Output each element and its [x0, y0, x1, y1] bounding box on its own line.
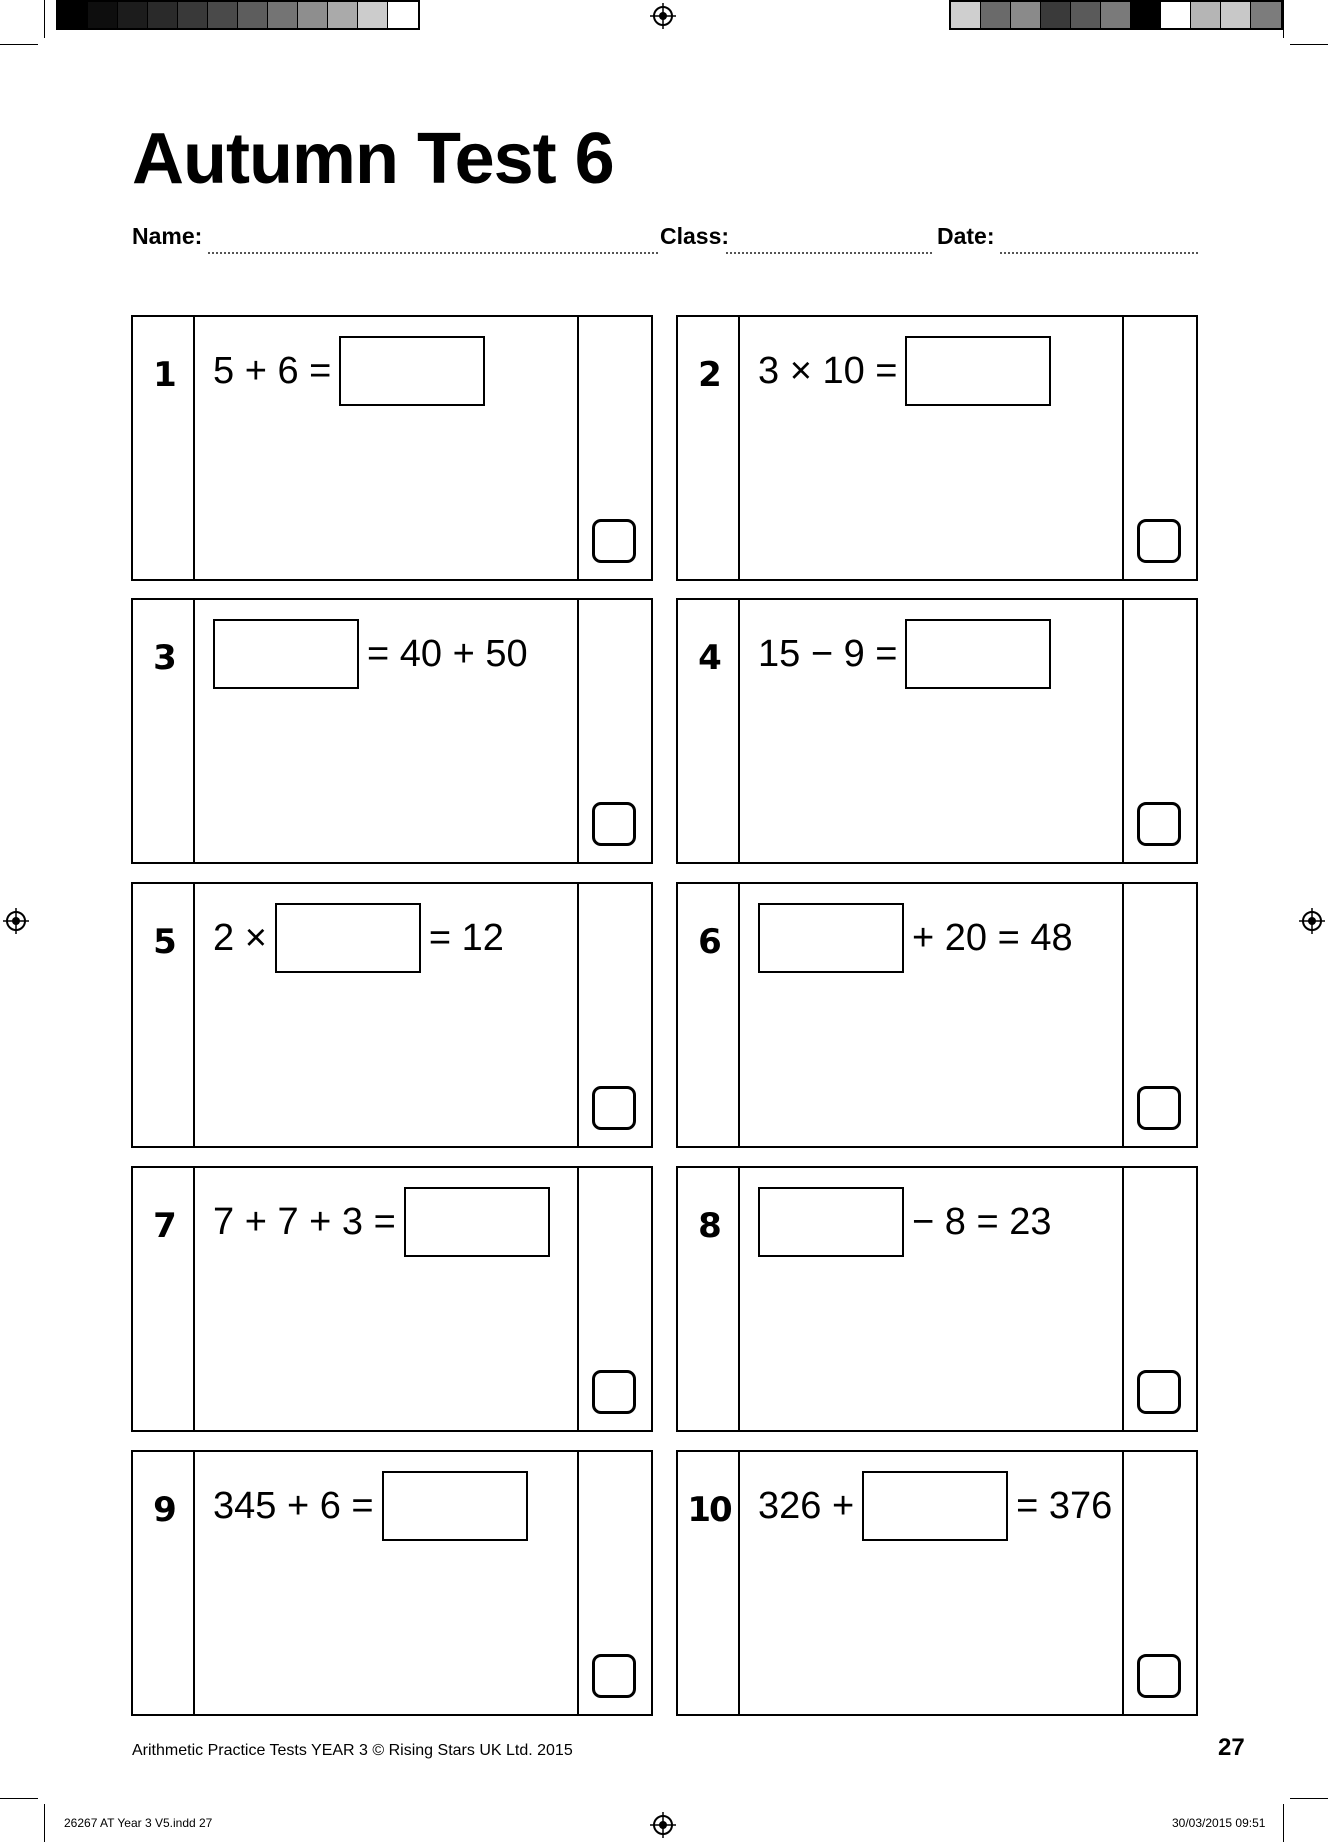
question-number-cell — [678, 317, 740, 579]
question-number: 7 — [153, 1206, 175, 1246]
question-9 — [131, 1450, 653, 1716]
question-number-cell — [678, 1168, 740, 1430]
color-swatch — [1131, 2, 1161, 28]
class-field[interactable] — [726, 252, 932, 254]
mark-checkbox[interactable] — [592, 1370, 636, 1414]
color-swatch — [298, 2, 328, 28]
color-swatch — [328, 2, 358, 28]
mark-cell — [1122, 600, 1196, 862]
expression-text: = 376 — [1016, 1484, 1113, 1527]
color-calibration-bar-right — [949, 0, 1283, 30]
footer-copyright: Arithmetic Practice Tests YEAR 3 © Rising Stars UK Ltd. 2015 — [132, 1742, 573, 1759]
answer-box[interactable] — [758, 1187, 904, 1257]
expression-text: 2 × — [213, 916, 267, 959]
question-expression — [758, 1470, 1112, 1542]
answer-box[interactable] — [862, 1471, 1008, 1541]
crop-mark — [1290, 1798, 1328, 1799]
color-swatch — [1041, 2, 1071, 28]
expression-text: = 12 — [428, 916, 504, 959]
question-number: 10 — [687, 1490, 731, 1530]
color-swatch — [178, 2, 208, 28]
answer-box[interactable] — [905, 336, 1051, 406]
date-label: Date: — [937, 223, 995, 249]
question-number: 2 — [698, 355, 720, 395]
class-label: Class: — [660, 223, 730, 249]
question-1 — [131, 315, 653, 581]
expression-text: 326 + — [758, 1484, 855, 1527]
question-number-cell — [678, 1452, 740, 1714]
mark-cell — [577, 1168, 651, 1430]
mark-checkbox[interactable] — [592, 802, 636, 846]
answer-box[interactable] — [758, 903, 904, 973]
question-number: 3 — [153, 638, 175, 678]
question-expression — [213, 1186, 558, 1258]
color-swatch — [148, 2, 178, 28]
mark-cell — [577, 1452, 651, 1714]
expression-text: 15 − 9 = — [758, 632, 898, 675]
color-calibration-bar-left — [56, 0, 420, 30]
question-number-cell — [133, 1168, 195, 1430]
question-number: 5 — [153, 922, 175, 962]
question-number-cell — [133, 1452, 195, 1714]
color-swatch — [58, 2, 88, 28]
question-expression — [213, 618, 528, 690]
mark-checkbox[interactable] — [1137, 802, 1181, 846]
crop-mark — [44, 1804, 45, 1842]
answer-box[interactable] — [213, 619, 359, 689]
answer-box[interactable] — [382, 1471, 528, 1541]
color-swatch — [1251, 2, 1281, 28]
expression-text: 345 + 6 = — [213, 1484, 374, 1527]
crop-mark — [1283, 0, 1284, 38]
expression-text: + 20 = 48 — [912, 916, 1073, 959]
question-number-cell — [133, 600, 195, 862]
answer-box[interactable] — [404, 1187, 550, 1257]
color-swatch — [358, 2, 388, 28]
question-8 — [676, 1166, 1198, 1432]
answer-box[interactable] — [905, 619, 1051, 689]
color-swatch — [951, 2, 981, 28]
question-expression — [758, 902, 1073, 974]
question-expression — [213, 902, 504, 974]
name-label: Name: — [132, 223, 203, 249]
color-swatch — [981, 2, 1011, 28]
expression-text: 5 + 6 = — [213, 349, 332, 392]
color-swatch — [238, 2, 268, 28]
mark-cell — [577, 317, 651, 579]
question-number: 9 — [153, 1490, 175, 1530]
color-swatch — [208, 2, 238, 28]
slug-timestamp: 30/03/2015 09:51 — [1172, 1816, 1266, 1830]
mark-checkbox[interactable] — [1137, 519, 1181, 563]
question-number: 6 — [698, 922, 720, 962]
color-swatch — [1011, 2, 1041, 28]
question-2 — [676, 315, 1198, 581]
question-expression — [213, 335, 493, 407]
question-7 — [131, 1166, 653, 1432]
expression-text: 3 × 10 = — [758, 349, 898, 392]
crop-mark — [44, 0, 45, 38]
mark-checkbox[interactable] — [592, 1086, 636, 1130]
expression-text: = 40 + 50 — [367, 632, 528, 675]
question-4 — [676, 598, 1198, 864]
slug-file-info: 26267 AT Year 3 V5.indd 27 — [64, 1816, 213, 1830]
page-number: 27 — [1218, 1734, 1245, 1761]
color-swatch — [118, 2, 148, 28]
question-3 — [131, 598, 653, 864]
mark-cell — [1122, 884, 1196, 1146]
page-title: Autumn Test 6 — [132, 119, 614, 199]
mark-cell — [1122, 317, 1196, 579]
registration-mark-icon — [3, 908, 29, 934]
name-field[interactable] — [208, 252, 658, 254]
mark-checkbox[interactable] — [592, 519, 636, 563]
color-swatch — [388, 2, 418, 28]
color-swatch — [1071, 2, 1101, 28]
mark-checkbox[interactable] — [1137, 1370, 1181, 1414]
question-number: 8 — [698, 1206, 720, 1246]
question-number: 4 — [698, 638, 720, 678]
color-swatch — [1161, 2, 1191, 28]
question-10 — [676, 1450, 1198, 1716]
question-expression — [758, 618, 1059, 690]
question-expression — [758, 1186, 1051, 1258]
color-swatch — [1221, 2, 1251, 28]
question-expression — [213, 1470, 536, 1542]
question-5 — [131, 882, 653, 1148]
question-6 — [676, 882, 1198, 1148]
crop-mark — [0, 1798, 38, 1799]
mark-checkbox[interactable] — [592, 1654, 636, 1698]
answer-box[interactable] — [275, 903, 421, 973]
crop-mark — [1290, 44, 1328, 45]
expression-text: 7 + 7 + 3 = — [213, 1200, 396, 1243]
expression-text: − 8 = 23 — [912, 1200, 1052, 1243]
answer-box[interactable] — [339, 336, 485, 406]
question-number-cell — [133, 884, 195, 1146]
mark-cell — [1122, 1452, 1196, 1714]
mark-checkbox[interactable] — [1137, 1086, 1181, 1130]
mark-checkbox[interactable] — [1137, 1654, 1181, 1698]
registration-mark-icon — [650, 3, 676, 29]
date-field[interactable] — [1000, 252, 1198, 254]
color-swatch — [268, 2, 298, 28]
mark-cell — [577, 884, 651, 1146]
question-number: 1 — [153, 355, 175, 395]
color-swatch — [1191, 2, 1221, 28]
mark-cell — [577, 600, 651, 862]
color-swatch — [88, 2, 118, 28]
crop-mark — [0, 44, 38, 45]
question-number-cell — [678, 600, 740, 862]
mark-cell — [1122, 1168, 1196, 1430]
question-number-cell — [133, 317, 195, 579]
color-swatch — [1101, 2, 1131, 28]
crop-mark — [1283, 1804, 1284, 1842]
question-number-cell — [678, 884, 740, 1146]
registration-mark-icon — [1299, 908, 1325, 934]
question-expression — [758, 335, 1059, 407]
registration-mark-icon — [650, 1812, 676, 1838]
